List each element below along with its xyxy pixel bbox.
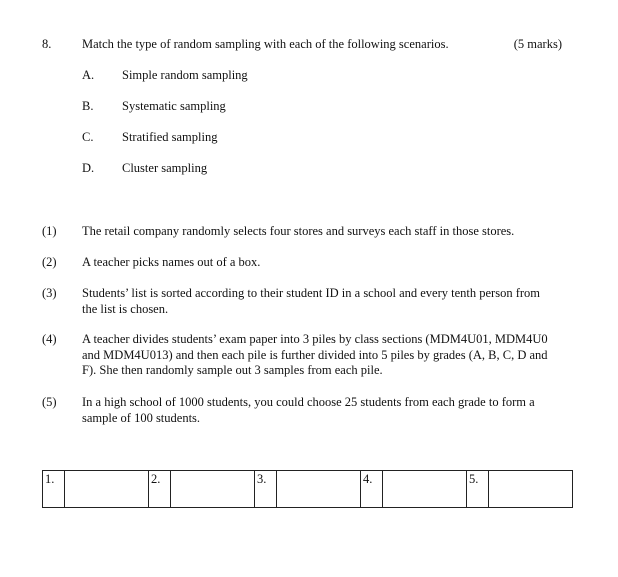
answer-table — [42, 470, 573, 508]
answer-box-4[interactable] — [383, 471, 467, 508]
option-text: Cluster sampling — [122, 161, 208, 175]
scenario-number: (2) — [42, 255, 57, 269]
option-letter: D. — [82, 161, 95, 175]
answer-label-3: 3. — [255, 471, 277, 508]
scenario-text: The retail company randomly selects four stores and surveys each staff in those stores. — [82, 224, 515, 238]
scenario-number: (1) — [42, 224, 57, 238]
scenario-number: (3) — [42, 286, 57, 300]
option-letter: C. — [82, 130, 94, 144]
scenario-text: Students’ list is sorted according to their student ID in a school and every tenth person from the list is chosen. — [82, 286, 541, 316]
option-text: Simple random sampling — [122, 68, 248, 82]
answer-box-5[interactable] — [489, 471, 573, 508]
answer-label-1: 1. — [43, 471, 65, 508]
scenario-number: (5) — [42, 395, 57, 409]
option-text: Systematic sampling — [122, 99, 226, 113]
answer-box-3[interactable] — [277, 471, 361, 508]
scenario-text: A teacher picks names out of a box. — [82, 255, 261, 269]
scenario-text: A teacher divides students’ exam paper into 3 piles by class sections (MDM4U01, MDM4U0 and MDM4U013) and then each pile is further divided into 5 piles by grades (A, B, C, D and F). She then randomly sample out 3 samples from each pile. — [82, 332, 548, 377]
option-text: Stratified sampling — [122, 130, 218, 144]
scenario-text: In a high school of 1000 students, you could choose 25 students from each grade to form a sample of 100 students. — [82, 395, 535, 425]
answer-box-1[interactable] — [65, 471, 149, 508]
answer-label-2: 2. — [149, 471, 171, 508]
question-prompt: Match the type of random sampling with each of the following scenarios. — [82, 37, 449, 51]
question-marks: (5 marks) — [513, 37, 562, 51]
answer-row — [43, 471, 573, 508]
answer-label-5: 5. — [467, 471, 489, 508]
scenario-number: (4) — [42, 332, 57, 346]
option-letter: B. — [82, 99, 94, 113]
question-number: 8. — [42, 37, 52, 51]
answer-label-4: 4. — [361, 471, 383, 508]
answer-box-2[interactable] — [171, 471, 255, 508]
option-letter: A. — [82, 68, 95, 82]
